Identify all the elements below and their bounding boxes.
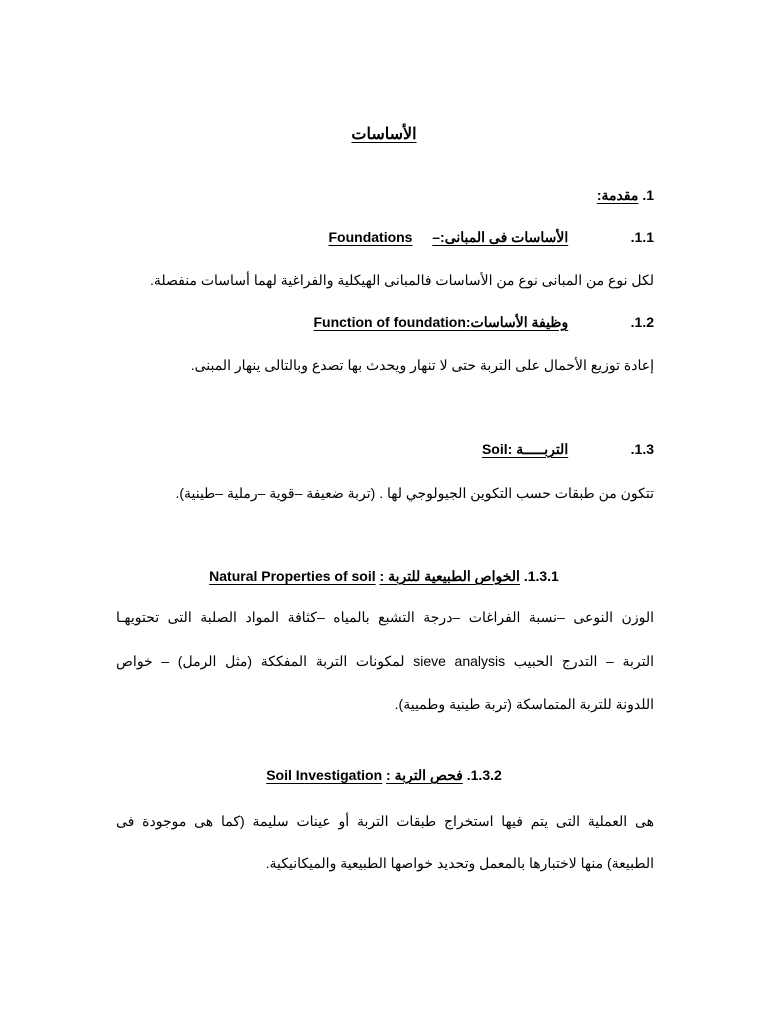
section-1-2-body-text: إعادة توزيع الأحمال على التربة حتى لا تنهار ويحدث بها تصدع وبالتالى ينهار المبنى. xyxy=(190,357,654,373)
page-title xyxy=(0,126,768,144)
section-1-3-2-body-text-1: هى العملية التى يتم فيها استخراج طبقات التربة أو عينات سليمة (كما هى موجودة فى xyxy=(116,813,654,829)
section-1-3-1-title-en: Natural Properties of soil xyxy=(209,568,376,584)
section-1-3-2-body-line-2 xyxy=(266,854,654,872)
section-1-3-2-title-en: Soil Investigation xyxy=(266,767,383,783)
section-1-3-body-text: تتكون من طبقات حسب التكوين الجيولوجي لها . (تربة ضعيفة –قوية –رملية –طينية). xyxy=(175,485,654,501)
section-1-3-2-number: .1.3.2 xyxy=(466,767,502,783)
section-1-3-number: .1.3 xyxy=(630,441,654,457)
section-1-number: .1 xyxy=(642,187,654,203)
section-1-3-2-body-line-1 xyxy=(116,812,654,830)
section-1-1-number: .1.1 xyxy=(630,229,654,245)
section-1-3-1-body-line-3 xyxy=(395,695,654,713)
section-1-1-body-text: لكل نوع من المبانى نوع من الأساسات فالمبانى الهيكلية والفراغية لهما أساسات منفصلة. xyxy=(150,272,654,288)
section-1-2-title-en: Function of foundation xyxy=(313,314,466,330)
section-1-2-heading xyxy=(313,313,654,331)
section-1-3-1-title-ar: الخواص الطبيعية للتربة : xyxy=(379,568,520,584)
section-1-3-body xyxy=(175,484,654,502)
page-title-text: الأساسات xyxy=(351,126,417,143)
section-1-1-title-en: Foundations xyxy=(328,229,413,245)
section-1-2-number: .1.2 xyxy=(630,314,654,330)
section-1-3-2-heading xyxy=(0,766,768,784)
section-1-1-heading xyxy=(328,228,654,246)
section-1-heading xyxy=(597,186,654,204)
section-1-3-1-heading xyxy=(0,567,768,585)
section-1-3-1-body-text-1: الوزن النوعى –نسبة الفراغات –درجة التشبع بالمياه –كثافة المواد الصلبة التى تحتويهـا xyxy=(116,609,654,625)
section-1-1-title-ar: الأساسات فى المبانى:– xyxy=(432,229,569,245)
section-1-3-1-body-line-2 xyxy=(116,652,654,670)
section-1-3-title-ar: التربـــــة : xyxy=(507,441,569,457)
section-1-3-1-body-text-2: التربة – التدرج الحبيب sieve analysis لمكونات التربة المفككة (مثل الرمل) – خواص xyxy=(116,653,654,669)
section-1-3-heading xyxy=(482,440,654,458)
section-1-title: مقدمة: xyxy=(596,187,639,203)
section-1-3-2-title-ar: فحص التربة : xyxy=(386,767,463,783)
section-1-1-body xyxy=(150,271,654,289)
section-1-3-2-body-text-2: الطبيعة) منها لاختبارها بالمعمل وتحديد خواصها الطبيعية والميكانيكية. xyxy=(265,855,654,871)
section-1-3-1-body-text-3: اللدونة للتربة المتماسكة (تربة طينية وطميية). xyxy=(394,696,654,712)
section-1-2-body xyxy=(191,356,654,374)
section-1-3-1-body-line-1 xyxy=(116,608,654,626)
section-1-3-1-number: .1.3.1 xyxy=(523,568,559,584)
section-1-2-title-ar: وظيفة الأساسات: xyxy=(465,314,569,330)
section-1-3-title-en: Soil xyxy=(481,441,508,457)
